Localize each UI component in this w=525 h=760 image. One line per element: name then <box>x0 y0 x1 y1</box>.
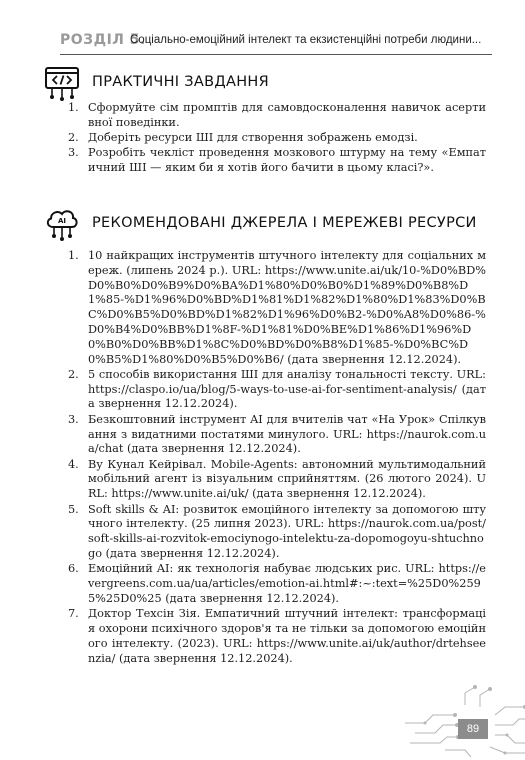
list-item: 5. Soft skills & AI: розвиток емоційного інтелекту за допомогою штучного інтелекту. (25 липня 2023). URL: https://naurok.com.ua/post/soft-skills-ai-rozvitok-emociynogo-intelektu-za-dopomogoyu-shtuchnogo (дата звернення 12.12.2024). <box>68 502 486 560</box>
page-number: 89 <box>458 719 488 739</box>
list-item: 2. 5 способів використання ШІ для аналізу тональності тексту. URL: https://claspo.io/ua/blog/5-ways-to-use-ai-for-sentiment-analysis/ (дата звернення 12.12.2024). <box>68 367 486 411</box>
list-item: 3. Безкоштовний інструмент AI для вчителів чат «На Урок» Спілкування з видатними постатями минулого. URL: https://naurok.com.ua/chat (дата звернення 12.12.2024). <box>68 412 486 456</box>
list-item: 1. Сформуйте сім промптів для самовдосконалення навичок асертивної поведінки. <box>68 101 486 129</box>
section-title-practical: ПРАКТИЧНІ ЗАВДАННЯ <box>92 74 269 90</box>
section-title-sources: РЕКОМЕНДОВАНІ ДЖЕРЕЛА І МЕРЕЖЕВІ РЕСУРСИ <box>92 215 477 231</box>
svg-text:AI: AI <box>57 217 67 225</box>
ai-cloud-icon <box>42 203 82 243</box>
list-item: 2. Доберіть ресурси ШІ для створення зображень емодзі. <box>68 131 418 145</box>
chapter-label: РОЗДІЛ 5. <box>60 32 146 48</box>
sources-heading <box>42 203 477 243</box>
list-item: 1. 10 найкращих інструментів штучного інтелекту для соціальних мереж. (липень 2024 р.). URL: https://www.unite.ai/uk/10-%D0%BD%D0%B0%D0%B9%D0%BA%D1%80%D0%B0%D1%89%D0%B8%D1%85-%D1%96%D0%BD%D1%81%D1%82%D1%80%D1%83%D0%BC%D0%B5%D0%BD%D1%82%D1%96%D0%B2-%D0%A8%D0%86-%D0%B4%D0%BB%D1%8F-%D1%81%D0%BE%D1%86%D1%96%D0%B0%D0%BB%D1%8C%D0%BD%D0%B8%D1%85-%D0%BC%D0%B5%D1%80%D0%B5%D0%B6/ (дата звернення 12.12.2024). <box>68 249 486 366</box>
list-item: 3. Розробіть чекліст проведення мозкового штурму на тему «Емпатичний ШІ — яким би я хотів його бачити в цьому класі?». <box>68 146 486 175</box>
list-item: 7. Доктор Техсін Зія. Емпатичний штучний інтелект: трансформація охорони психічного здоров'я та не тільки за допомогою емоційного інтелекту. (2023). URL: https://www.unite.ai/uk/author/drtehseenzia/ (дата звернення 12.12.2024). <box>68 607 486 665</box>
practical-tasks-list <box>68 101 486 176</box>
code-window-icon <box>42 62 82 102</box>
running-header <box>60 32 492 55</box>
list-item: 4. Ву Кунал Кейрівал. Mobile-Agents: автономний мультимодальний мобільний агент із візуальним сприйняттям. (26 лютого 2024). URL: https://www.unite.ai/uk/ (дата звернення 12.12.2024). <box>68 457 486 501</box>
chapter-title: Соціально-емоційний інтелект та екзистенційні потреби людини... <box>130 34 482 46</box>
sources-list <box>68 249 486 667</box>
practical-tasks-heading <box>42 62 269 102</box>
list-item: 6. Емоційний AI: як технологія набуває людських рис. URL: https://evergreens.com.ua/ua/articles/emotion-ai.html#:~:text=%25D0%2595%25D0%25 (дата звернення 12.12.2024). <box>68 562 486 605</box>
